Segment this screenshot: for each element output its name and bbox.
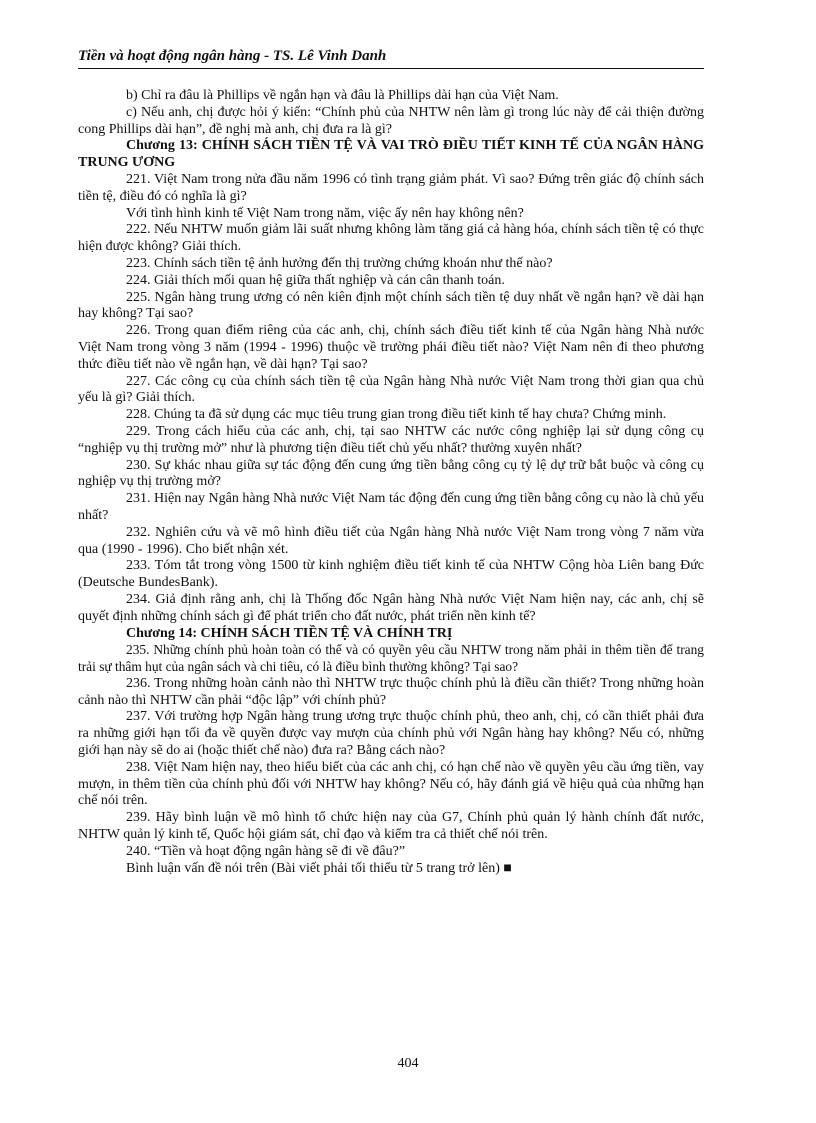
question-paragraph: 228. Chúng ta đã sử dụng các mục tiêu trung gian trong điều tiết kinh tế hay chưa? Chứng minh. — [126, 407, 667, 423]
question-paragraph: 240. “Tiền và hoạt động ngân hàng sẽ đi về đâu?” — [126, 843, 406, 859]
question-paragraph: Với tình hình kinh tế Việt Nam trong năm, việc ấy nên hay không nên? — [126, 205, 524, 221]
question-paragraph: 239. Hãy bình luận về mô hình tổ chức hiện nay của G7, Chính phủ quản lý hành chính đất nước, NHTW quản lý kinh tế, Quốc hội giám sát, chỉ đạo và kiểm tra cả thiết chế nói trên. — [78, 810, 704, 843]
question-paragraph: b) Chỉ ra đâu là Phillips về ngắn hạn và đâu là Phillips dài hạn của Việt Nam. — [126, 88, 559, 103]
chapter-heading: Chương 14: CHÍNH SÁCH TIỀN TỆ VÀ CHÍNH TRỊ — [126, 625, 453, 641]
page-body — [78, 88, 704, 877]
question-paragraph: 224. Giải thích mối quan hệ giữa thất nghiệp và cán cân thanh toán. — [126, 272, 505, 288]
chapter-heading: Chương 13: CHÍNH SÁCH TIỀN TỆ VÀ VAI TRÒ ĐIỀU TIẾT KINH TẾ CỦA NGÂN HÀNG TRUNG ƯƠNG — [78, 138, 704, 171]
question-paragraph: c) Nếu anh, chị được hỏi ý kiến: “Chính phủ của NHTW nên làm gì trong lúc này để cải thiện đường cong Phillips dài hạn”, đề nghị mà anh, chị đưa ra là gì? — [78, 104, 704, 137]
question-paragraph: 230. Sự khác nhau giữa sự tác động đến cung ứng tiền bằng công cụ tỷ lệ dự trữ bắt buộc và công cụ nghiệp vụ thị trường mở? — [78, 457, 704, 490]
running-header: Tiền và hoạt động ngân hàng - TS. Lê Vinh Danh — [78, 48, 387, 64]
question-paragraph: 237. Với trường hợp Ngân hàng trung ương trực thuộc chính phủ, theo anh, chị, có cần thiết phải đưa ra những giới hạn tối đa về quyền được vay mượn của chính phủ với Ngân hàng hay không? Nếu có, những giới hạn này sẽ do ai (hoặc thiết chế nào) đưa ra? Bằng cách nào? — [78, 709, 704, 759]
question-paragraph: 226. Trong quan điểm riêng của các anh, chị, chính sách điều tiết kinh tế của Ngân hàng Nhà nước Việt Nam trong vòng 3 năm (1994 - 1996) thuộc về trường phái điều tiết nào? Việt Nam nên đi theo phương thức điều tiết nào về ngắn hạn, về dài hạn? Tại sao? — [78, 323, 704, 372]
question-paragraph: 236. Trong những hoàn cảnh nào thì NHTW trực thuộc chính phủ là điều cần thiết? Trong những hoàn cảnh nào thì NHTW cần phải “độc lập” với chính phủ? — [78, 675, 704, 708]
question-paragraph: 221. Việt Nam trong nửa đầu năm 1996 có tình trạng giảm phát. Vì sao? Đứng trên giác độ chính sách tiền tệ, điều đó có nghĩa là gì? — [78, 171, 704, 204]
question-paragraph: Bình luận vấn đề nói trên (Bài viết phải tối thiểu từ 5 trang trở lên) ■ — [126, 860, 512, 876]
question-paragraph: 222. Nếu NHTW muốn giảm lãi suất nhưng không làm tăng giá cả hàng hóa, chính sách tiền tệ có thực hiện được không? Giải thích. — [78, 222, 704, 255]
page-number: 404 — [397, 1056, 419, 1071]
question-paragraph: 234. Giả định rằng anh, chị là Thống đốc Ngân hàng Nhà nước Việt Nam hiện nay, các anh, chị sẽ quyết định những chính sách gì để phát triển cho đất nước, phát triển nền kinh tế? — [78, 591, 704, 624]
question-paragraph: 223. Chính sách tiền tệ ảnh hưởng đến thị trường chứng khoán như thế nào? — [126, 255, 553, 271]
question-paragraph: 233. Tóm tắt trong vòng 1500 từ kinh nghiệm điều tiết kinh tế của NHTW Cộng hòa Liên bang Đức (Deutsche BundesBank). — [78, 558, 704, 591]
question-paragraph: 225. Ngân hàng trung ương có nên kiên định một chính sách tiền tệ duy nhất về ngắn hạn? về dài hạn hay không? Tại sao? — [78, 289, 704, 322]
question-paragraph: 232. Nghiên cứu và vẽ mô hình điều tiết của Ngân hàng Nhà nước Việt Nam trong vòng 7 năm vừa qua (1990 - 1996). Cho biết nhận xét. — [78, 524, 704, 557]
question-paragraph: 231. Hiện nay Ngân hàng Nhà nước Việt Nam tác động đến cung ứng tiền bằng công cụ nào là chủ yếu nhất? — [78, 491, 704, 523]
question-paragraph: 235. Những chính phủ hoàn toàn có thể và có quyền yêu cầu NHTW trong năm phải in thêm tiền để trang trải sự thâm hụt của ngân sách và chi tiêu, có là điều bình thường không? Tại sao? — [78, 642, 704, 675]
question-paragraph: 227. Các công cụ của chính sách tiền tệ của Ngân hàng Nhà nước Việt Nam trong thời gian qua chủ yếu là gì? Giải thích. — [78, 373, 704, 406]
question-paragraph: 238. Việt Nam hiện nay, theo hiểu biết của các anh chị, có hạn chế nào về quyền yêu cầu ứng tiền, vay mượn, in thêm tiền của chính phủ đối với NHTW hay không? Nếu có, hãy đánh giá về hiệu quả của những hạn chế nói trên. — [78, 759, 704, 809]
header-divider — [78, 68, 704, 69]
question-paragraph: 229. Trong cách hiểu của các anh, chị, tại sao NHTW các nước công nghiệp lại sử dụng công cụ “nghiệp vụ thị trường mở” như là phương tiện điều tiết chủ yếu nhất? thường xuyên nhất? — [78, 423, 704, 456]
